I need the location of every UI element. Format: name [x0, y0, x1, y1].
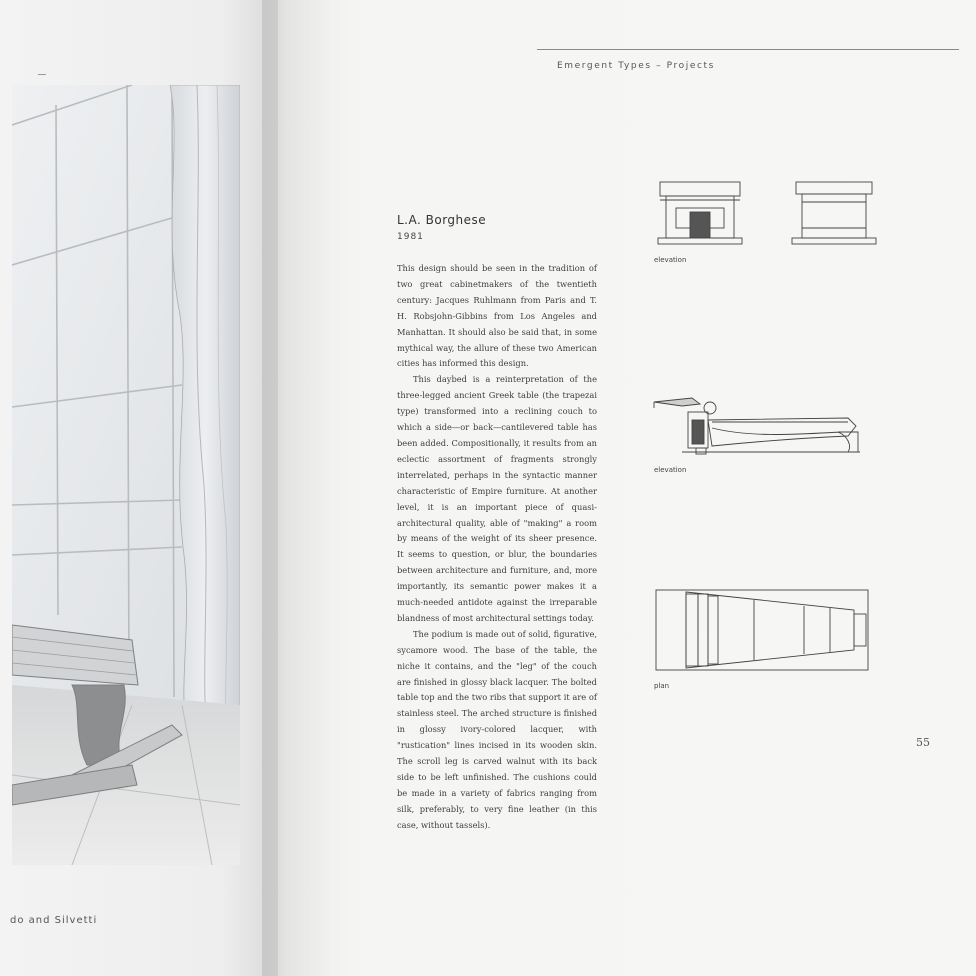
page-number: 55	[916, 736, 930, 749]
right-page	[278, 0, 976, 976]
caption-plan: plan	[654, 682, 670, 690]
paragraph-3: The podium is made out of solid, figurative, sycamore wood. The base of the table, the niche it contains, and the "leg" of the couch are finished in glossy black lacquer. The bolted table top and the two ribs that support it are of stainless steel. The arched structure is finished in glossy ivory-colored lacquer, with "rustication" lines incised in its wooden skin. The scroll leg is carved walnut with its back side to be left unfinished. The cushions could be made in a variety of fabrics ranging from silk, preferably, to very fine leather (in this case, without tassels).	[397, 628, 597, 830]
caption-elevation-top: elevation	[654, 256, 687, 264]
left-page-footer: do and Silvetti	[10, 915, 98, 926]
daybed-plan-drawing	[654, 586, 870, 674]
running-head: Emergent Types – Projects	[557, 61, 715, 71]
table-elevation-drawing	[656, 178, 880, 248]
project-title: L.A. Borghese	[397, 213, 487, 227]
daybed-interior-illustration	[12, 85, 240, 865]
caption-elevation-middle: elevation	[654, 466, 687, 474]
daybed-side-elevation-drawing	[652, 392, 866, 462]
paragraph-2: This daybed is a reinterpretation of the three-legged ancient Greek table (the trapezai type) transformed into a reclining couch to which a side—or back—cantilevered table has been added. Compositionally, it results from an eclectic assortment of fragments strongly interrelated, perhaps in the syntactic manner characteristic of Empire furniture. At another level, it is an important piece of quasi-architectural quality, able of "making" a room by means of the weight of its sheer presence. It seems to question, or blur, the boundaries between architecture and furniture, and, more importantly, its semantic power makes it a much-needed antidote against the irreparable blandness of most architectural settings today.	[397, 374, 597, 623]
header-rule	[537, 49, 959, 50]
left-page	[0, 0, 278, 976]
project-year: 1981	[397, 232, 424, 242]
project-description	[397, 261, 597, 834]
left-page-mark	[38, 74, 46, 75]
book-gutter-shadow	[262, 0, 332, 976]
paragraph-1: This design should be seen in the tradition of two great cabinetmakers of the twentieth century: Jacques Ruhlmann from Paris and T. H. Robsjohn-Gibbins from Los Angeles and Manhattan. It should also be said that, in some mythical way, the allure of these two American cities has informed this design.	[397, 263, 597, 369]
